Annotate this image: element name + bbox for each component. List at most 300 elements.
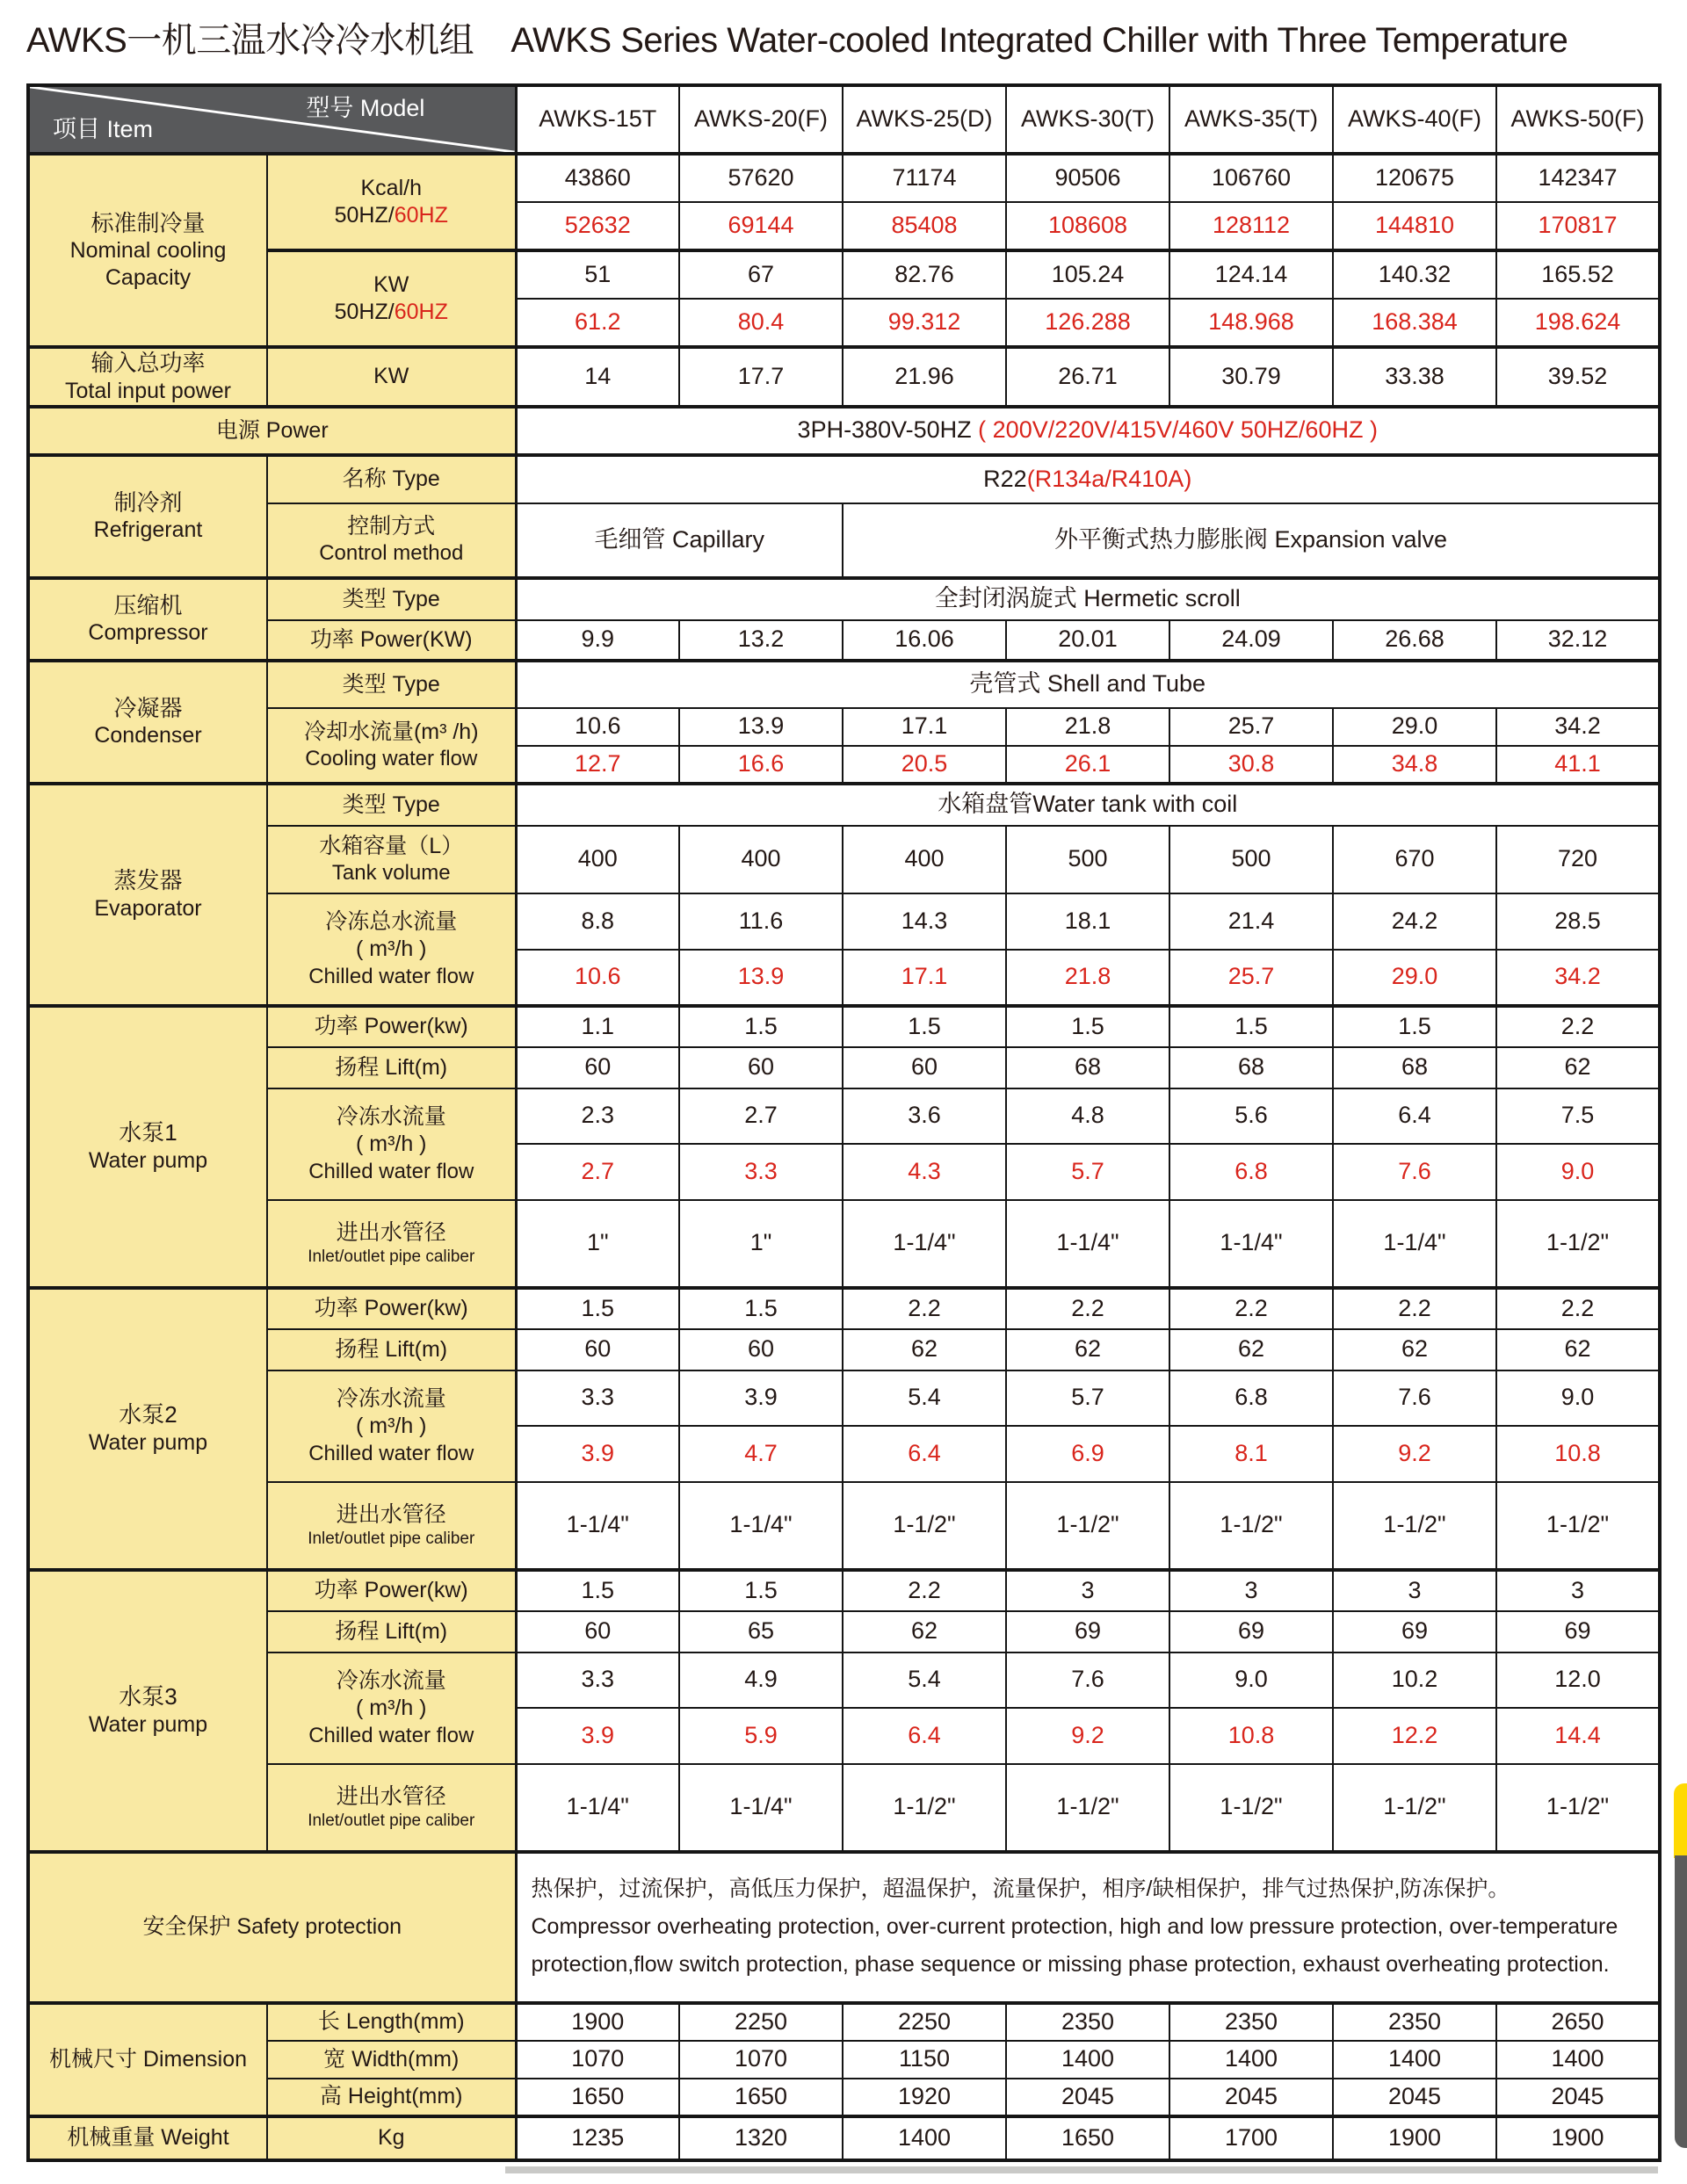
param-cell-compressor-power: 功率 Power(KW) — [267, 620, 516, 661]
category-label-en: Condenser — [94, 723, 202, 748]
value-cell: 28.5 — [1496, 893, 1660, 950]
value-cell: 3 — [1496, 1570, 1660, 1611]
value-cell: 1-1/4" — [679, 1482, 843, 1570]
param-label-cn: 进出水管径 — [336, 1501, 446, 1527]
value-cell: 20.01 — [1006, 620, 1169, 661]
value-cell: 1150 — [843, 2041, 1006, 2079]
value-cell: 1-1/2" — [1169, 1482, 1333, 1570]
category-nominal-cooling — [28, 154, 267, 347]
value-cell: 3.9 — [516, 1708, 679, 1764]
value-cell: 21.4 — [1169, 893, 1333, 950]
value-cell: 3.3 — [516, 1370, 679, 1426]
param-cell-pump2-lift: 扬程 Lift(m) — [267, 1329, 516, 1370]
value-cell: 1900 — [516, 2003, 679, 2041]
value-cell: 21.8 — [1006, 950, 1169, 1006]
power-supply-black: 3PH-380V-50HZ — [797, 416, 972, 444]
model-column-header: AWKS-35(T) — [1169, 85, 1333, 154]
value-cell: 9.9 — [516, 620, 679, 661]
value-cell: 14.4 — [1496, 1708, 1660, 1764]
category-water-pump-2 — [28, 1288, 267, 1570]
value-cell: 2.7 — [679, 1088, 843, 1144]
value-cell: 2.7 — [516, 1144, 679, 1200]
value-cell: 39.52 — [1496, 347, 1660, 407]
value-cell: 1.5 — [1333, 1006, 1496, 1047]
value-cell: 3.6 — [843, 1088, 1006, 1144]
table-row-pump3-lift — [28, 1611, 1660, 1652]
value-cell: 1-1/4" — [1006, 1200, 1169, 1288]
value-cell: 2350 — [1333, 2003, 1496, 2041]
param-label-en: Inlet/outlet pipe caliber — [308, 1812, 475, 1830]
value-cell: 12.2 — [1333, 1708, 1496, 1764]
value-cell: 1-1/4" — [1169, 1200, 1333, 1288]
value-cell: 4.9 — [679, 1652, 843, 1708]
value-cell: 62 — [1496, 1329, 1660, 1370]
category-label-cn: 水泵2 — [119, 1401, 177, 1428]
evaporator-type-value: 水箱盘管Water tank with coil — [516, 784, 1660, 826]
page-edge-gray-decoration — [1675, 1855, 1687, 2148]
value-cell: 12.7 — [516, 746, 679, 784]
refrigerant-red: (R134a/R410A) — [1026, 465, 1192, 492]
param-cell-pump1-caliber — [267, 1200, 516, 1288]
value-cell: 16.6 — [679, 746, 843, 784]
value-cell: 8.8 — [516, 893, 679, 950]
value-cell: 108608 — [1006, 202, 1169, 250]
param-label-unit: ( m³/h ) — [355, 1696, 427, 1721]
category-label-cn: 制冷剂 — [113, 488, 183, 516]
param-label-en: Cooling water flow — [305, 746, 478, 770]
param-label-cn: 冷冻总水流量 — [325, 909, 458, 934]
value-cell: 1-1/2" — [1006, 1764, 1169, 1852]
value-cell: 13.9 — [679, 950, 843, 1006]
value-cell: 128112 — [1169, 202, 1333, 250]
value-cell: 120675 — [1333, 154, 1496, 202]
value-cell: 6.4 — [843, 1426, 1006, 1482]
value-cell: 1235 — [516, 2116, 679, 2160]
value-cell: 24.09 — [1169, 620, 1333, 661]
value-cell: 1.5 — [1006, 1006, 1169, 1047]
refrigerant-black: R22 — [983, 465, 1027, 492]
power-supply-label: 电源 Power — [28, 407, 516, 455]
value-cell: 62 — [843, 1611, 1006, 1652]
model-column-header: AWKS-20(F) — [679, 85, 843, 154]
hz60-label: 60HZ — [394, 300, 448, 324]
value-cell: 5.7 — [1006, 1144, 1169, 1200]
value-cell: 1.5 — [516, 1570, 679, 1611]
value-cell: 14 — [516, 347, 679, 407]
page-title-en: AWKS Series Water-cooled Integrated Chiller with Three Temperature — [510, 21, 1568, 60]
param-label-unit: ( m³/h ) — [355, 1414, 427, 1439]
param-label-en: Inlet/outlet pipe caliber — [308, 1247, 475, 1266]
value-cell: 69144 — [679, 202, 843, 250]
category-label-en: Nominal cooling — [69, 238, 227, 263]
value-cell: 6.9 — [1006, 1426, 1169, 1482]
value-cell: 62 — [1006, 1329, 1169, 1370]
value-cell: 5.4 — [843, 1370, 1006, 1426]
table-row-width — [28, 2041, 1660, 2079]
value-cell: 20.5 — [843, 746, 1006, 784]
category-label-en: Total input power — [64, 378, 231, 403]
param-label-en: Chilled water flow — [308, 964, 474, 988]
value-cell: 10.6 — [516, 708, 679, 746]
table-row-pump1-caliber — [28, 1200, 1660, 1288]
param-label-cn: 进出水管径 — [336, 1783, 446, 1809]
param-label-en: Chilled water flow — [308, 1723, 474, 1747]
value-cell: 2.2 — [1006, 1288, 1169, 1329]
value-cell: 400 — [516, 826, 679, 893]
param-cell-pump2-power: 功率 Power(kw) — [267, 1288, 516, 1329]
value-cell: 3 — [1006, 1570, 1169, 1611]
category-label-en: Water pump — [88, 1429, 208, 1455]
category-label-cn: 标准制冷量 — [91, 209, 206, 236]
table-row-pump1-power — [28, 1006, 1660, 1047]
model-column-header: AWKS-40(F) — [1333, 85, 1496, 154]
page-edge-yellow-decoration — [1674, 1783, 1687, 1858]
value-cell: 1-1/2" — [1006, 1482, 1169, 1570]
value-cell: 10.8 — [1169, 1708, 1333, 1764]
value-cell: 1-1/2" — [1496, 1764, 1660, 1852]
value-cell: 2045 — [1333, 2079, 1496, 2116]
value-cell: 67 — [679, 250, 843, 299]
value-cell: 5.9 — [679, 1708, 843, 1764]
category-input-power — [28, 347, 267, 407]
param-label-unit: ( m³/h ) — [355, 937, 427, 962]
value-cell: 106760 — [1169, 154, 1333, 202]
param-cell-pump2-flow — [267, 1370, 516, 1482]
param-cell-compressor-type: 类型 Type — [267, 578, 516, 620]
param-cell-pump1-lift: 扬程 Lift(m) — [267, 1047, 516, 1088]
param-label-cn: 冷冻水流量 — [336, 1386, 446, 1411]
value-cell: 1-1/4" — [516, 1764, 679, 1852]
value-cell: 62 — [843, 1329, 1006, 1370]
value-cell: 62 — [1333, 1329, 1496, 1370]
category-compressor — [28, 578, 267, 661]
value-cell: 57620 — [679, 154, 843, 202]
value-cell: 1-1/2" — [843, 1482, 1006, 1570]
value-cell: 2350 — [1006, 2003, 1169, 2041]
value-cell: 14.3 — [843, 893, 1006, 950]
value-cell: 1920 — [843, 2079, 1006, 2116]
value-cell: 34.2 — [1496, 708, 1660, 746]
table-row-refrigerant-name — [28, 455, 1660, 503]
value-cell: 1070 — [679, 2041, 843, 2079]
value-cell: 4.8 — [1006, 1088, 1169, 1144]
value-cell: 26.68 — [1333, 620, 1496, 661]
value-cell: 30.79 — [1169, 347, 1333, 407]
value-cell: 9.2 — [1006, 1708, 1169, 1764]
value-cell: 60 — [516, 1611, 679, 1652]
value-cell: 5.7 — [1006, 1370, 1169, 1426]
value-cell: 1900 — [1333, 2116, 1496, 2160]
param-cell-pump1-power: 功率 Power(kw) — [267, 1006, 516, 1047]
value-cell: 13.2 — [679, 620, 843, 661]
table-row-pump2-caliber — [28, 1482, 1660, 1570]
value-cell: 1400 — [1496, 2041, 1660, 2079]
value-cell: 62 — [1496, 1047, 1660, 1088]
param-cell-pump2-caliber — [267, 1482, 516, 1570]
value-cell: 6.4 — [843, 1708, 1006, 1764]
value-cell: 43860 — [516, 154, 679, 202]
table-row-input-power — [28, 347, 1660, 407]
table-row-power-supply — [28, 407, 1660, 455]
value-cell: 2350 — [1169, 2003, 1333, 2041]
value-cell: 1-1/2" — [1496, 1200, 1660, 1288]
value-cell: 7.6 — [1333, 1370, 1496, 1426]
table-row-compressor-power — [28, 620, 1660, 661]
table-row-pump3-caliber — [28, 1764, 1660, 1852]
value-cell: 18.1 — [1006, 893, 1169, 950]
param-cell-tank-volume — [267, 826, 516, 893]
value-cell: 2650 — [1496, 2003, 1660, 2041]
value-cell: 34.8 — [1333, 746, 1496, 784]
item-header-label: 项目 Item — [53, 116, 154, 143]
table-row-pump3-flow-50hz — [28, 1652, 1660, 1708]
category-weight: 机械重量 Weight — [28, 2116, 267, 2160]
value-cell: 6.4 — [1333, 1088, 1496, 1144]
hz50-label: 50HZ/ — [334, 203, 395, 228]
table-row-cooling-flow-50hz — [28, 708, 1660, 746]
param-cell-pump3-lift: 扬程 Lift(m) — [267, 1611, 516, 1652]
control-method-expansion-valve: 外平衡式热力膨胀阀 Expansion valve — [843, 503, 1660, 578]
category-label-en: Water pump — [88, 1147, 208, 1173]
value-cell: 2.3 — [516, 1088, 679, 1144]
category-refrigerant — [28, 455, 267, 578]
value-cell: 3.3 — [516, 1652, 679, 1708]
value-cell: 9.0 — [1496, 1144, 1660, 1200]
value-cell: 2.2 — [1496, 1288, 1660, 1329]
value-cell: 60 — [679, 1047, 843, 1088]
value-cell: 1.5 — [679, 1006, 843, 1047]
control-method-capillary: 毛细管 Capillary — [516, 503, 843, 578]
category-label-cn: 蒸发器 — [113, 867, 183, 894]
value-cell: 26.71 — [1006, 347, 1169, 407]
value-cell: 1400 — [1006, 2041, 1169, 2079]
value-cell: 148.968 — [1169, 299, 1333, 347]
model-header-label: 型号 Model — [306, 95, 425, 121]
value-cell: 61.2 — [516, 299, 679, 347]
value-cell: 80.4 — [679, 299, 843, 347]
value-cell: 30.8 — [1169, 746, 1333, 784]
param-label-en: Chilled water flow — [308, 1159, 474, 1183]
header-diagonal-cell — [28, 85, 516, 154]
value-cell: 168.384 — [1333, 299, 1496, 347]
param-cell-evaporator-type: 类型 Type — [267, 784, 516, 826]
category-water-pump-1 — [28, 1006, 267, 1288]
table-row-pump2-flow-50hz — [28, 1370, 1660, 1426]
value-cell: 69 — [1006, 1611, 1169, 1652]
table-row-tank-volume — [28, 826, 1660, 893]
table-header-row — [28, 85, 1660, 154]
safety-text — [516, 1852, 1660, 2003]
table-row-evaporator-type — [28, 784, 1660, 826]
param-cell-length: 长 Length(mm) — [267, 2003, 516, 2041]
param-cell-weight-unit: Kg — [267, 2116, 516, 2160]
model-column-header: AWKS-25(D) — [843, 85, 1006, 154]
value-cell: 2250 — [843, 2003, 1006, 2041]
table-row-condenser-type — [28, 661, 1660, 708]
hz60-label: 60HZ — [394, 203, 448, 228]
value-cell: 17.1 — [843, 708, 1006, 746]
value-cell: 29.0 — [1333, 950, 1496, 1006]
value-cell: 6.8 — [1169, 1370, 1333, 1426]
param-unit: Kcal/h — [360, 175, 422, 200]
next-table-edge-strip — [505, 2166, 1658, 2173]
value-cell: 3 — [1333, 1570, 1496, 1611]
table-row-height — [28, 2079, 1660, 2116]
value-cell: 10.2 — [1333, 1652, 1496, 1708]
category-water-pump-3 — [28, 1570, 267, 1852]
value-cell: 2.2 — [1496, 1006, 1660, 1047]
value-cell: 90506 — [1006, 154, 1169, 202]
value-cell: 720 — [1496, 826, 1660, 893]
value-cell: 17.1 — [843, 950, 1006, 1006]
value-cell: 5.4 — [843, 1652, 1006, 1708]
value-cell: 1700 — [1169, 2116, 1333, 2160]
value-cell: 1400 — [843, 2116, 1006, 2160]
param-label-en: Control method — [319, 541, 464, 566]
value-cell: 670 — [1333, 826, 1496, 893]
value-cell: 3.9 — [679, 1370, 843, 1426]
param-label-cn: 冷冻水流量 — [336, 1668, 446, 1693]
compressor-type-value: 全封闭涡旋式 Hermetic scroll — [516, 578, 1660, 620]
param-label-cn: 冷冻水流量 — [336, 1104, 446, 1129]
value-cell: 500 — [1169, 826, 1333, 893]
value-cell: 26.1 — [1006, 746, 1169, 784]
category-label-en: Capacity — [105, 265, 192, 291]
safety-label: 安全保护 Safety protection — [28, 1852, 516, 2003]
value-cell: 99.312 — [843, 299, 1006, 347]
table-row-control-method — [28, 503, 1660, 578]
value-cell: 8.1 — [1169, 1426, 1333, 1482]
safety-text-en: Compressor overheating protection, over-current protection, high and low pressure protection, over-temperature protection,flow switch protection, phase sequence or missing phase protection, exhaust overheating protection. — [531, 1914, 1618, 1978]
value-cell: 1" — [679, 1200, 843, 1288]
value-cell: 9.0 — [1169, 1652, 1333, 1708]
hz50-label: 50HZ/ — [334, 300, 395, 324]
value-cell: 1650 — [516, 2079, 679, 2116]
value-cell: 7.6 — [1333, 1144, 1496, 1200]
value-cell: 21.8 — [1006, 708, 1169, 746]
value-cell: 82.76 — [843, 250, 1006, 299]
value-cell: 1650 — [1006, 2116, 1169, 2160]
value-cell: 1400 — [1169, 2041, 1333, 2079]
value-cell: 2250 — [679, 2003, 843, 2041]
value-cell: 2.2 — [1169, 1288, 1333, 1329]
value-cell: 52632 — [516, 202, 679, 250]
value-cell: 1-1/4" — [843, 1200, 1006, 1288]
category-label-en: Refrigerant — [93, 517, 203, 543]
value-cell: 1900 — [1496, 2116, 1660, 2160]
category-evaporator — [28, 784, 267, 1006]
value-cell: 1" — [516, 1200, 679, 1288]
param-cell-pump3-caliber — [267, 1764, 516, 1852]
param-cell-control-method — [267, 503, 516, 578]
table-row-kw-50hz — [28, 250, 1660, 299]
value-cell: 17.7 — [679, 347, 843, 407]
category-dimension: 机械尺寸 Dimension — [28, 2003, 267, 2116]
page-title — [26, 12, 1568, 62]
value-cell: 51 — [516, 250, 679, 299]
value-cell: 105.24 — [1006, 250, 1169, 299]
param-label-cn: 进出水管径 — [336, 1219, 446, 1245]
refrigerant-name-value — [516, 455, 1660, 503]
value-cell: 2045 — [1169, 2079, 1333, 2116]
category-label-cn: 水泵3 — [119, 1683, 177, 1710]
value-cell: 1070 — [516, 2041, 679, 2079]
value-cell: 1.5 — [843, 1006, 1006, 1047]
param-label-en: Tank volume — [331, 860, 451, 885]
value-cell: 34.2 — [1496, 950, 1660, 1006]
value-cell: 3.3 — [679, 1144, 843, 1200]
value-cell: 60 — [516, 1329, 679, 1370]
value-cell: 10.6 — [516, 950, 679, 1006]
value-cell: 142347 — [1496, 154, 1660, 202]
value-cell: 140.32 — [1333, 250, 1496, 299]
value-cell: 1-1/4" — [1333, 1200, 1496, 1288]
value-cell: 9.0 — [1496, 1370, 1660, 1426]
value-cell: 1-1/2" — [1333, 1764, 1496, 1852]
category-label-en: Compressor — [88, 620, 208, 646]
value-cell: 2.2 — [843, 1570, 1006, 1611]
value-cell: 68 — [1333, 1047, 1496, 1088]
category-label-cn: 输入总功率 — [91, 350, 206, 376]
param-cell-refrigerant-name: 名称 Type — [267, 455, 516, 503]
value-cell: 1-1/2" — [1496, 1482, 1660, 1570]
category-label-cn: 水泵1 — [119, 1119, 177, 1146]
param-cell-pump3-flow — [267, 1652, 516, 1764]
value-cell: 1400 — [1333, 2041, 1496, 2079]
param-label-cn: 控制方式 — [347, 514, 436, 539]
condenser-type-value: 壳管式 Shell and Tube — [516, 661, 1660, 708]
param-cell-evap-flow — [267, 893, 516, 1006]
value-cell: 2.2 — [843, 1288, 1006, 1329]
value-cell: 2.2 — [1333, 1288, 1496, 1329]
value-cell: 21.96 — [843, 347, 1006, 407]
value-cell: 198.624 — [1496, 299, 1660, 347]
table-row-kcal-50hz — [28, 154, 1660, 202]
value-cell: 4.7 — [679, 1426, 843, 1482]
value-cell: 60 — [516, 1047, 679, 1088]
value-cell: 4.3 — [843, 1144, 1006, 1200]
value-cell: 1.5 — [679, 1288, 843, 1329]
value-cell: 9.2 — [1333, 1426, 1496, 1482]
value-cell: 11.6 — [679, 893, 843, 950]
value-cell: 3 — [1169, 1570, 1333, 1611]
model-column-header: AWKS-50(F) — [1496, 85, 1660, 154]
value-cell: 7.6 — [1006, 1652, 1169, 1708]
param-label-cn: 冷却水流量(m³ /h) — [303, 719, 479, 744]
value-cell: 69 — [1333, 1611, 1496, 1652]
value-cell: 400 — [843, 826, 1006, 893]
category-condenser — [28, 661, 267, 784]
category-label-cn: 冷凝器 — [113, 694, 183, 721]
value-cell: 1.1 — [516, 1006, 679, 1047]
value-cell: 12.0 — [1496, 1652, 1660, 1708]
param-label-en: Inlet/outlet pipe caliber — [308, 1530, 475, 1548]
value-cell: 500 — [1006, 826, 1169, 893]
category-label-en: Evaporator — [94, 895, 202, 921]
value-cell: 1-1/2" — [843, 1764, 1006, 1852]
value-cell: 68 — [1169, 1047, 1333, 1088]
value-cell: 29.0 — [1333, 708, 1496, 746]
value-cell: 1.5 — [679, 1570, 843, 1611]
value-cell: 85408 — [843, 202, 1006, 250]
value-cell: 71174 — [843, 154, 1006, 202]
value-cell: 1-1/4" — [679, 1764, 843, 1852]
param-cell-input-kw: KW — [267, 347, 516, 407]
param-cell-kw — [267, 250, 516, 347]
value-cell: 32.12 — [1496, 620, 1660, 661]
table-row-compressor-type — [28, 578, 1660, 620]
model-column-header: AWKS-15T — [516, 85, 679, 154]
